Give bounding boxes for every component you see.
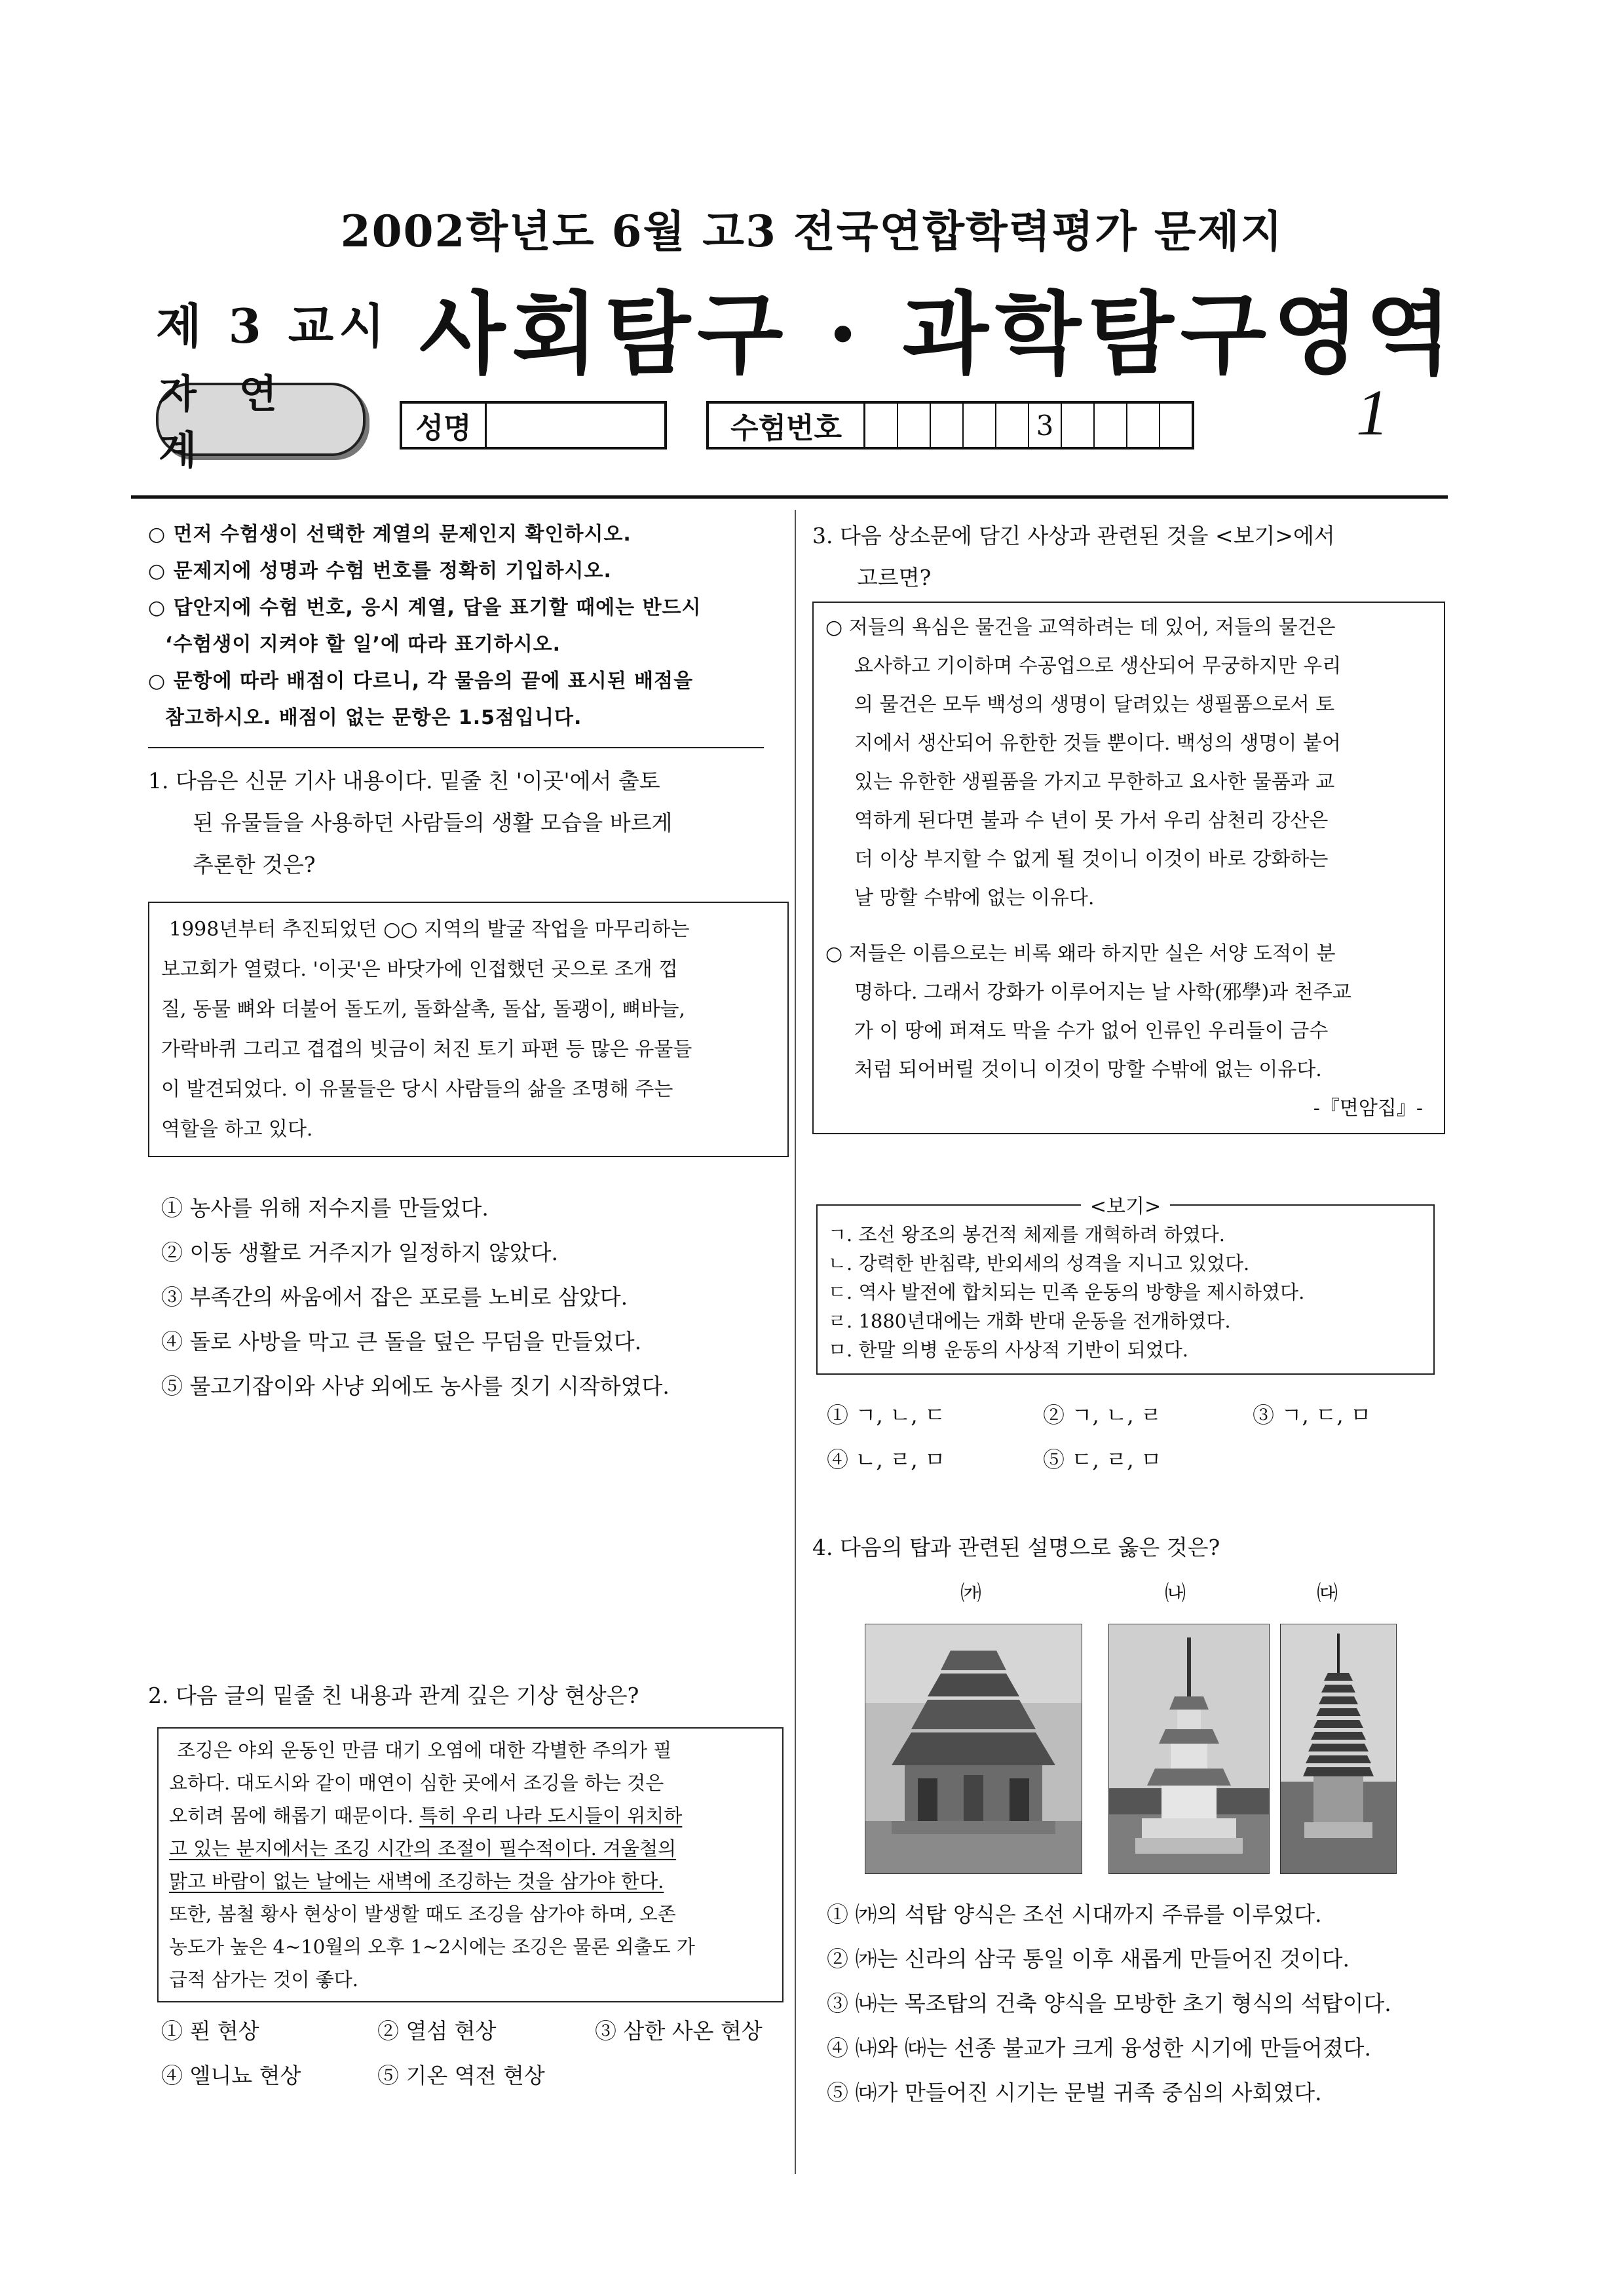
passage-line: 이 발견되었다. 이 유물들은 당시 사람들의 삶을 조명해 주는 bbox=[161, 1078, 673, 1101]
notice-line: ○ 문제지에 성명과 수험 번호를 정확히 기입하시오. bbox=[148, 560, 612, 583]
answer-option[interactable]: ① ㄱ, ㄴ, ㄷ bbox=[827, 1402, 946, 1428]
answer-option[interactable]: ② ㄱ, ㄴ, ㄹ bbox=[1043, 1402, 1162, 1428]
page-number: 1 bbox=[1356, 376, 1389, 449]
question-3-options bbox=[827, 1393, 1371, 1482]
exam-number-cell[interactable] bbox=[898, 404, 931, 447]
passage-underline: 고 있는 분지에서는 조깅 시간의 조절이 필수적이다. 겨울철의 bbox=[169, 1837, 677, 1860]
question-3-passage bbox=[812, 602, 1445, 1134]
answer-option[interactable]: ③ 부족간의 싸움에서 잡은 포로를 노비로 삼았다. bbox=[161, 1284, 628, 1310]
exam-number-cell[interactable] bbox=[1095, 404, 1127, 447]
passage-line: 명하다. 그래서 강화가 이루어지는 날 사학(邪學)과 천주교 bbox=[854, 981, 1351, 1004]
answer-option[interactable]: ④ 돌로 사방을 막고 큰 돌을 덮은 무덤을 만들었다. bbox=[161, 1329, 642, 1354]
passage-line: 더 이상 부지할 수 없게 될 것이니 이것이 바로 강화하는 bbox=[854, 848, 1329, 871]
passage-line: 질, 동물 뼈와 더불어 돌도끼, 돌화살촉, 돌삽, 돌괭이, 뼈바늘, bbox=[161, 998, 686, 1021]
bogi-item: ㅁ. 한말 의병 운동의 사상적 기반이 되었다. bbox=[828, 1339, 1188, 1361]
passage-line: 또한, 봄철 황사 현상이 발생할 때도 조깅을 삼가야 하며, 오존 bbox=[169, 1903, 676, 1925]
answer-option[interactable]: ② 열섬 현상 bbox=[377, 2018, 497, 2044]
track-badge: 자 연 계 bbox=[156, 383, 366, 456]
notice-block bbox=[148, 516, 777, 737]
passage-line: 처럼 되어버릴 것이니 이것이 망할 수밖에 없는 이유다. bbox=[854, 1058, 1322, 1081]
exam-number-cell[interactable] bbox=[1127, 404, 1160, 447]
passage-line: 의 물건은 모두 백성의 생명이 달려있는 생필품으로서 토 bbox=[854, 693, 1335, 716]
name-field[interactable] bbox=[400, 401, 667, 450]
question-1 bbox=[148, 760, 777, 886]
exam-number-cell[interactable] bbox=[865, 404, 898, 447]
answer-option[interactable]: ③ ㈏는 목조탑의 건축 양식을 모방한 초기 형식의 석탑이다. bbox=[827, 1991, 1391, 2016]
answer-option[interactable]: ④ ㈏와 ㈐는 선종 불교가 크게 융성한 시기에 만들어졌다. bbox=[827, 2035, 1371, 2061]
passage-line: 가 이 땅에 퍼져도 막을 수가 없어 인류인 우리들이 금수 bbox=[854, 1020, 1329, 1043]
answer-option[interactable]: ⑤ ㈐가 만들어진 시기는 문벌 귀족 중심의 사회였다. bbox=[827, 2080, 1322, 2105]
passage-line: 요사하고 기이하며 수공업으로 생산되어 무궁하지만 우리 bbox=[854, 655, 1342, 678]
bogi-title: <보기> bbox=[1081, 1195, 1170, 1218]
passage-line bbox=[169, 1832, 772, 1865]
question-3 bbox=[812, 515, 1441, 599]
exam-number-cell: 3 bbox=[1029, 404, 1062, 447]
passage-line: 지에서 생산되어 유한한 것들 뿐이다. 백성의 생명이 붙어 bbox=[854, 732, 1341, 755]
image-label: ㈎ bbox=[960, 1580, 982, 1605]
answer-option[interactable]: ⑤ ㄷ, ㄹ, ㅁ bbox=[1043, 1447, 1162, 1472]
notice-line: 참고하시오. 배점이 없는 문항은 1.5점입니다. bbox=[165, 706, 582, 729]
exam-number-field[interactable] bbox=[706, 401, 1194, 450]
question-4-options bbox=[827, 1892, 1391, 2115]
notice-line: ○ 문항에 따라 배점이 다르니, 각 물음의 끝에 표시된 배점을 bbox=[148, 670, 694, 693]
exam-number-cell[interactable] bbox=[1160, 404, 1192, 447]
bogi-item: ㄹ. 1880년대에는 개화 반대 운동을 전개하였다. bbox=[828, 1310, 1231, 1332]
answer-option[interactable]: ⑤ 물고기잡이와 사냥 외에도 농사를 짓기 시작하였다. bbox=[161, 1373, 670, 1399]
image-label: ㈐ bbox=[1317, 1580, 1338, 1605]
exam-title: 2002학년도 6월 고3 전국연합학력평가 문제지 bbox=[340, 206, 1284, 257]
bogi-item: ㄷ. 역사 발전에 합치되는 민족 운동의 방향을 제시하였다. bbox=[828, 1281, 1305, 1303]
notice-line: ○ 답안지에 수험 번호, 응시 계열, 답을 표기할 때에는 반드시 bbox=[148, 596, 702, 619]
header-divider bbox=[131, 495, 1448, 499]
bogi-item: ㄴ. 강력한 반침략, 반외세의 성격을 지니고 있었다. bbox=[828, 1252, 1250, 1274]
pagoda-photo-na bbox=[1108, 1624, 1270, 1874]
passage-line: ○ 저들은 이름으로는 비록 왜라 하지만 실은 서양 도적이 분 bbox=[825, 942, 1336, 965]
answer-option[interactable]: ② 이동 생활로 거주지가 일정하지 않았다. bbox=[161, 1240, 558, 1265]
answer-option[interactable]: ⑤ 기온 역전 현상 bbox=[377, 2063, 545, 2088]
exam-subject: 사회탐구 · 과학탐구영역 bbox=[419, 282, 1458, 387]
passage-underline: 맑고 바람이 없는 날에는 새벽에 조깅하는 것을 삼가야 한다. bbox=[169, 1870, 664, 1892]
question-4-line: 4. 다음의 탑과 관련된 설명으로 옳은 것은? bbox=[812, 1535, 1220, 1560]
notice-line: ○ 먼저 수험생이 선택한 계열의 문제인지 확인하시오. bbox=[148, 523, 632, 546]
passage-line: 조깅은 야외 운동인 만큼 대기 오염에 대한 각별한 주의가 필 bbox=[177, 1739, 672, 1761]
passage-line: 급적 삼가는 것이 좋다. bbox=[169, 1968, 358, 1991]
column-divider bbox=[795, 510, 796, 2174]
answer-option[interactable]: ① 푄 현상 bbox=[161, 2018, 259, 2044]
question-4 bbox=[812, 1527, 1441, 1569]
question-1-line: 된 유물들을 사용하던 사람들의 생활 모습을 바르게 bbox=[193, 810, 673, 835]
notice-divider bbox=[148, 747, 764, 748]
exam-number-label: 수험번호 bbox=[709, 404, 865, 447]
passage-line bbox=[169, 1799, 772, 1832]
answer-option[interactable]: ② ㈎는 신라의 삼국 통일 이후 새롭게 만들어진 것이다. bbox=[827, 1946, 1350, 1972]
passage-line: 1998년부터 추진되었던 ○○ 지역의 발굴 작업을 마무리하는 bbox=[169, 918, 690, 941]
passage-line bbox=[169, 1865, 772, 1898]
question-1-line: 1. 다음은 신문 기사 내용이다. 밑줄 친 '이곳'에서 출토 bbox=[148, 768, 660, 794]
passage-line: 있는 유한한 생필품을 가지고 무한하고 요사한 물품과 교 bbox=[854, 771, 1335, 794]
passage-line: 농도가 높은 4~10월의 오후 1~2시에는 조깅은 물론 외출도 가 bbox=[169, 1936, 695, 1958]
name-input-area[interactable] bbox=[487, 404, 664, 447]
pagoda-photo-ga bbox=[865, 1624, 1082, 1874]
exam-number-cell[interactable] bbox=[964, 404, 996, 447]
question-2-line: 2. 다음 글의 밑줄 친 내용과 관계 깊은 기상 현상은? bbox=[148, 1683, 639, 1708]
passage-source: -『면암집』- bbox=[1313, 1097, 1423, 1120]
exam-period: 제 3 교시 bbox=[156, 298, 390, 354]
exam-number-cell[interactable] bbox=[1062, 404, 1095, 447]
name-label: 성명 bbox=[402, 404, 487, 447]
answer-option[interactable]: ① ㈎의 석탑 양식은 조선 시대까지 주류를 이루었다. bbox=[827, 1902, 1322, 1927]
answer-option[interactable]: ③ ㄱ, ㄷ, ㅁ bbox=[1253, 1402, 1372, 1428]
pagoda-photo-da bbox=[1280, 1624, 1397, 1874]
passage-line: 역할을 하고 있다. bbox=[161, 1118, 313, 1141]
exam-number-cell[interactable] bbox=[996, 404, 1029, 447]
passage-underline: 특히 우리 나라 도시들이 위치하 bbox=[419, 1805, 683, 1827]
passage-line: 역하게 된다면 불과 수 년이 못 가서 우리 삼천리 강산은 bbox=[854, 809, 1329, 832]
question-2-options bbox=[161, 2009, 763, 2098]
bogi-item: ㄱ. 조선 왕조의 봉건적 체제를 개혁하려 하였다. bbox=[828, 1223, 1226, 1246]
passage-line: 요하다. 대도시와 같이 매연이 심한 곳에서 조깅을 하는 것은 bbox=[169, 1772, 664, 1794]
answer-option[interactable]: ④ 엘니뇨 현상 bbox=[161, 2063, 301, 2088]
passage-line: ○ 저들의 욕심은 물건을 교역하려는 데 있어, 저들의 물건은 bbox=[825, 616, 1336, 639]
bogi-box bbox=[816, 1195, 1435, 1375]
question-2-passage bbox=[157, 1727, 784, 2002]
passage-line: 보고회가 열렸다. '이곳'은 바닷가에 인접했던 곳으로 조개 껍 bbox=[161, 958, 678, 981]
answer-option[interactable]: ④ ㄴ, ㄹ, ㅁ bbox=[827, 1447, 946, 1472]
passage-line: 가락바퀴 그리고 겹겹의 빗금이 처진 토기 파편 등 많은 유물들 bbox=[161, 1038, 692, 1061]
question-3-line: 3. 다음 상소문에 담긴 사상과 관련된 것을 <보기>에서 bbox=[812, 523, 1335, 548]
question-1-line: 추론한 것은? bbox=[193, 852, 316, 877]
passage-line: 날 망할 수밖에 없는 이유다. bbox=[854, 887, 1095, 909]
question-1-passage bbox=[148, 902, 789, 1157]
answer-option[interactable]: ① 농사를 위해 저수지를 만들었다. bbox=[161, 1195, 489, 1221]
question-3-line: 고르면? bbox=[857, 565, 932, 590]
question-1-options bbox=[161, 1186, 670, 1409]
notice-line: ‘수험생이 지켜야 할 일’에 따라 표기하시오. bbox=[165, 633, 561, 656]
passage-text: 오히려 몸에 해롭기 때문이다. bbox=[169, 1805, 420, 1827]
image-label: ㈏ bbox=[1165, 1580, 1186, 1605]
exam-number-cell[interactable] bbox=[931, 404, 964, 447]
question-2 bbox=[148, 1675, 777, 1717]
answer-option[interactable]: ③ 삼한 사온 현상 bbox=[595, 2018, 763, 2044]
